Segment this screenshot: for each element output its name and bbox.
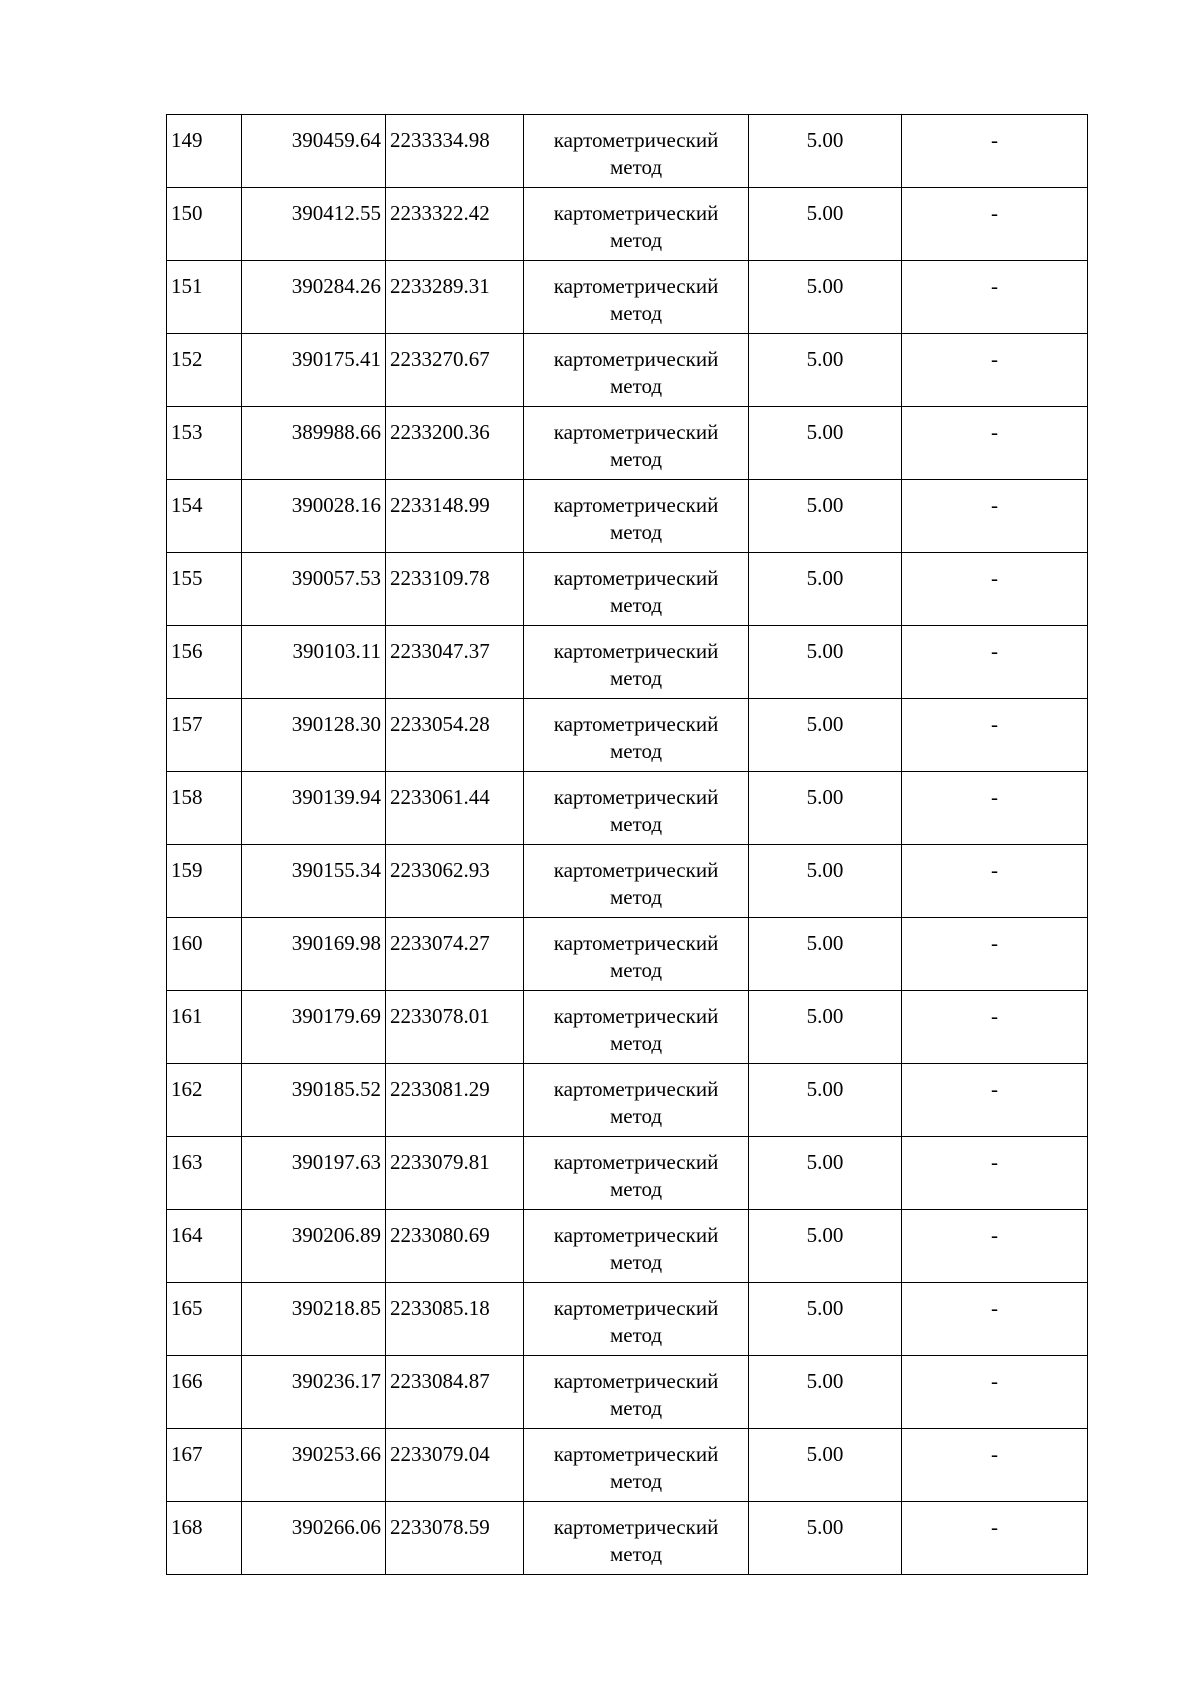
method-cell: картометрический метод [524, 1429, 749, 1502]
accuracy-cell: 5.00 [749, 115, 902, 188]
accuracy-cell: 5.00 [749, 1502, 902, 1575]
x-coordinate-cell: 390155.34 [242, 845, 386, 918]
table-row [167, 480, 1088, 553]
y-coordinate-cell: 2233289.31 [386, 261, 524, 334]
point-number-cell: 158 [167, 772, 242, 845]
note-cell: - [902, 407, 1088, 480]
table-row [167, 188, 1088, 261]
y-coordinate-cell: 2233334.98 [386, 115, 524, 188]
y-coordinate-cell: 2233109.78 [386, 553, 524, 626]
accuracy-cell: 5.00 [749, 699, 902, 772]
x-coordinate-cell: 390218.85 [242, 1283, 386, 1356]
method-cell: картометрический метод [524, 188, 749, 261]
y-coordinate-cell: 2233078.59 [386, 1502, 524, 1575]
point-number-cell: 152 [167, 334, 242, 407]
x-coordinate-cell: 390139.94 [242, 772, 386, 845]
x-coordinate-cell: 390206.89 [242, 1210, 386, 1283]
x-coordinate-cell: 390057.53 [242, 553, 386, 626]
table-row [167, 626, 1088, 699]
method-cell: картометрический метод [524, 699, 749, 772]
method-cell: картометрический метод [524, 334, 749, 407]
x-coordinate-cell: 390128.30 [242, 699, 386, 772]
note-cell: - [902, 772, 1088, 845]
accuracy-cell: 5.00 [749, 261, 902, 334]
point-number-cell: 160 [167, 918, 242, 991]
point-number-cell: 156 [167, 626, 242, 699]
table-row [167, 772, 1088, 845]
note-cell: - [902, 1502, 1088, 1575]
note-cell: - [902, 480, 1088, 553]
y-coordinate-cell: 2233081.29 [386, 1064, 524, 1137]
x-coordinate-cell: 390175.41 [242, 334, 386, 407]
y-coordinate-cell: 2233270.67 [386, 334, 524, 407]
note-cell: - [902, 334, 1088, 407]
method-cell: картометрический метод [524, 918, 749, 991]
note-cell: - [902, 553, 1088, 626]
accuracy-cell: 5.00 [749, 845, 902, 918]
point-number-cell: 162 [167, 1064, 242, 1137]
table-row [167, 918, 1088, 991]
method-cell: картометрический метод [524, 1137, 749, 1210]
x-coordinate-cell: 390459.64 [242, 115, 386, 188]
table-row [167, 845, 1088, 918]
note-cell: - [902, 1356, 1088, 1429]
y-coordinate-cell: 2233200.36 [386, 407, 524, 480]
y-coordinate-cell: 2233148.99 [386, 480, 524, 553]
accuracy-cell: 5.00 [749, 991, 902, 1064]
point-number-cell: 161 [167, 991, 242, 1064]
method-cell: картометрический метод [524, 407, 749, 480]
accuracy-cell: 5.00 [749, 407, 902, 480]
y-coordinate-cell: 2233047.37 [386, 626, 524, 699]
method-cell: картометрический метод [524, 1210, 749, 1283]
point-number-cell: 166 [167, 1356, 242, 1429]
method-cell: картометрический метод [524, 845, 749, 918]
method-cell: картометрический метод [524, 261, 749, 334]
accuracy-cell: 5.00 [749, 1064, 902, 1137]
table-row [167, 1064, 1088, 1137]
x-coordinate-cell: 390236.17 [242, 1356, 386, 1429]
method-cell: картометрический метод [524, 115, 749, 188]
x-coordinate-cell: 390169.98 [242, 918, 386, 991]
note-cell: - [902, 845, 1088, 918]
x-coordinate-cell: 390284.26 [242, 261, 386, 334]
accuracy-cell: 5.00 [749, 1429, 902, 1502]
accuracy-cell: 5.00 [749, 1137, 902, 1210]
note-cell: - [902, 115, 1088, 188]
point-number-cell: 157 [167, 699, 242, 772]
method-cell: картометрический метод [524, 626, 749, 699]
table-row [167, 1502, 1088, 1575]
accuracy-cell: 5.00 [749, 772, 902, 845]
y-coordinate-cell: 2233322.42 [386, 188, 524, 261]
point-number-cell: 164 [167, 1210, 242, 1283]
table-row [167, 334, 1088, 407]
point-number-cell: 165 [167, 1283, 242, 1356]
x-coordinate-cell: 390197.63 [242, 1137, 386, 1210]
y-coordinate-cell: 2233054.28 [386, 699, 524, 772]
x-coordinate-cell: 390412.55 [242, 188, 386, 261]
method-cell: картометрический метод [524, 772, 749, 845]
note-cell: - [902, 188, 1088, 261]
point-number-cell: 149 [167, 115, 242, 188]
accuracy-cell: 5.00 [749, 626, 902, 699]
method-cell: картометрический метод [524, 1356, 749, 1429]
note-cell: - [902, 1064, 1088, 1137]
note-cell: - [902, 918, 1088, 991]
y-coordinate-cell: 2233079.81 [386, 1137, 524, 1210]
table-row [167, 1356, 1088, 1429]
table-row [167, 407, 1088, 480]
y-coordinate-cell: 2233062.93 [386, 845, 524, 918]
accuracy-cell: 5.00 [749, 918, 902, 991]
point-number-cell: 168 [167, 1502, 242, 1575]
accuracy-cell: 5.00 [749, 480, 902, 553]
table-row [167, 699, 1088, 772]
y-coordinate-cell: 2233078.01 [386, 991, 524, 1064]
coordinates-table [166, 114, 1088, 1575]
y-coordinate-cell: 2233080.69 [386, 1210, 524, 1283]
table-row [167, 991, 1088, 1064]
point-number-cell: 167 [167, 1429, 242, 1502]
method-cell: картометрический метод [524, 1064, 749, 1137]
table-row [167, 1210, 1088, 1283]
x-coordinate-cell: 390103.11 [242, 626, 386, 699]
method-cell: картометрический метод [524, 1502, 749, 1575]
point-number-cell: 155 [167, 553, 242, 626]
accuracy-cell: 5.00 [749, 553, 902, 626]
accuracy-cell: 5.00 [749, 188, 902, 261]
coordinates-table-body [167, 115, 1088, 1575]
note-cell: - [902, 261, 1088, 334]
y-coordinate-cell: 2233061.44 [386, 772, 524, 845]
accuracy-cell: 5.00 [749, 1210, 902, 1283]
point-number-cell: 159 [167, 845, 242, 918]
point-number-cell: 163 [167, 1137, 242, 1210]
y-coordinate-cell: 2233085.18 [386, 1283, 524, 1356]
method-cell: картометрический метод [524, 1283, 749, 1356]
note-cell: - [902, 1429, 1088, 1502]
y-coordinate-cell: 2233084.87 [386, 1356, 524, 1429]
note-cell: - [902, 1283, 1088, 1356]
table-row [167, 553, 1088, 626]
x-coordinate-cell: 390185.52 [242, 1064, 386, 1137]
table-row [167, 1137, 1088, 1210]
point-number-cell: 154 [167, 480, 242, 553]
method-cell: картометрический метод [524, 480, 749, 553]
accuracy-cell: 5.00 [749, 334, 902, 407]
note-cell: - [902, 991, 1088, 1064]
method-cell: картометрический метод [524, 991, 749, 1064]
point-number-cell: 151 [167, 261, 242, 334]
accuracy-cell: 5.00 [749, 1356, 902, 1429]
note-cell: - [902, 1137, 1088, 1210]
point-number-cell: 150 [167, 188, 242, 261]
method-cell: картометрический метод [524, 553, 749, 626]
x-coordinate-cell: 390253.66 [242, 1429, 386, 1502]
x-coordinate-cell: 390028.16 [242, 480, 386, 553]
point-number-cell: 153 [167, 407, 242, 480]
table-row [167, 261, 1088, 334]
table-row [167, 1283, 1088, 1356]
note-cell: - [902, 699, 1088, 772]
x-coordinate-cell: 390266.06 [242, 1502, 386, 1575]
note-cell: - [902, 626, 1088, 699]
accuracy-cell: 5.00 [749, 1283, 902, 1356]
y-coordinate-cell: 2233074.27 [386, 918, 524, 991]
y-coordinate-cell: 2233079.04 [386, 1429, 524, 1502]
table-row [167, 1429, 1088, 1502]
table-row [167, 115, 1088, 188]
x-coordinate-cell: 389988.66 [242, 407, 386, 480]
x-coordinate-cell: 390179.69 [242, 991, 386, 1064]
note-cell: - [902, 1210, 1088, 1283]
